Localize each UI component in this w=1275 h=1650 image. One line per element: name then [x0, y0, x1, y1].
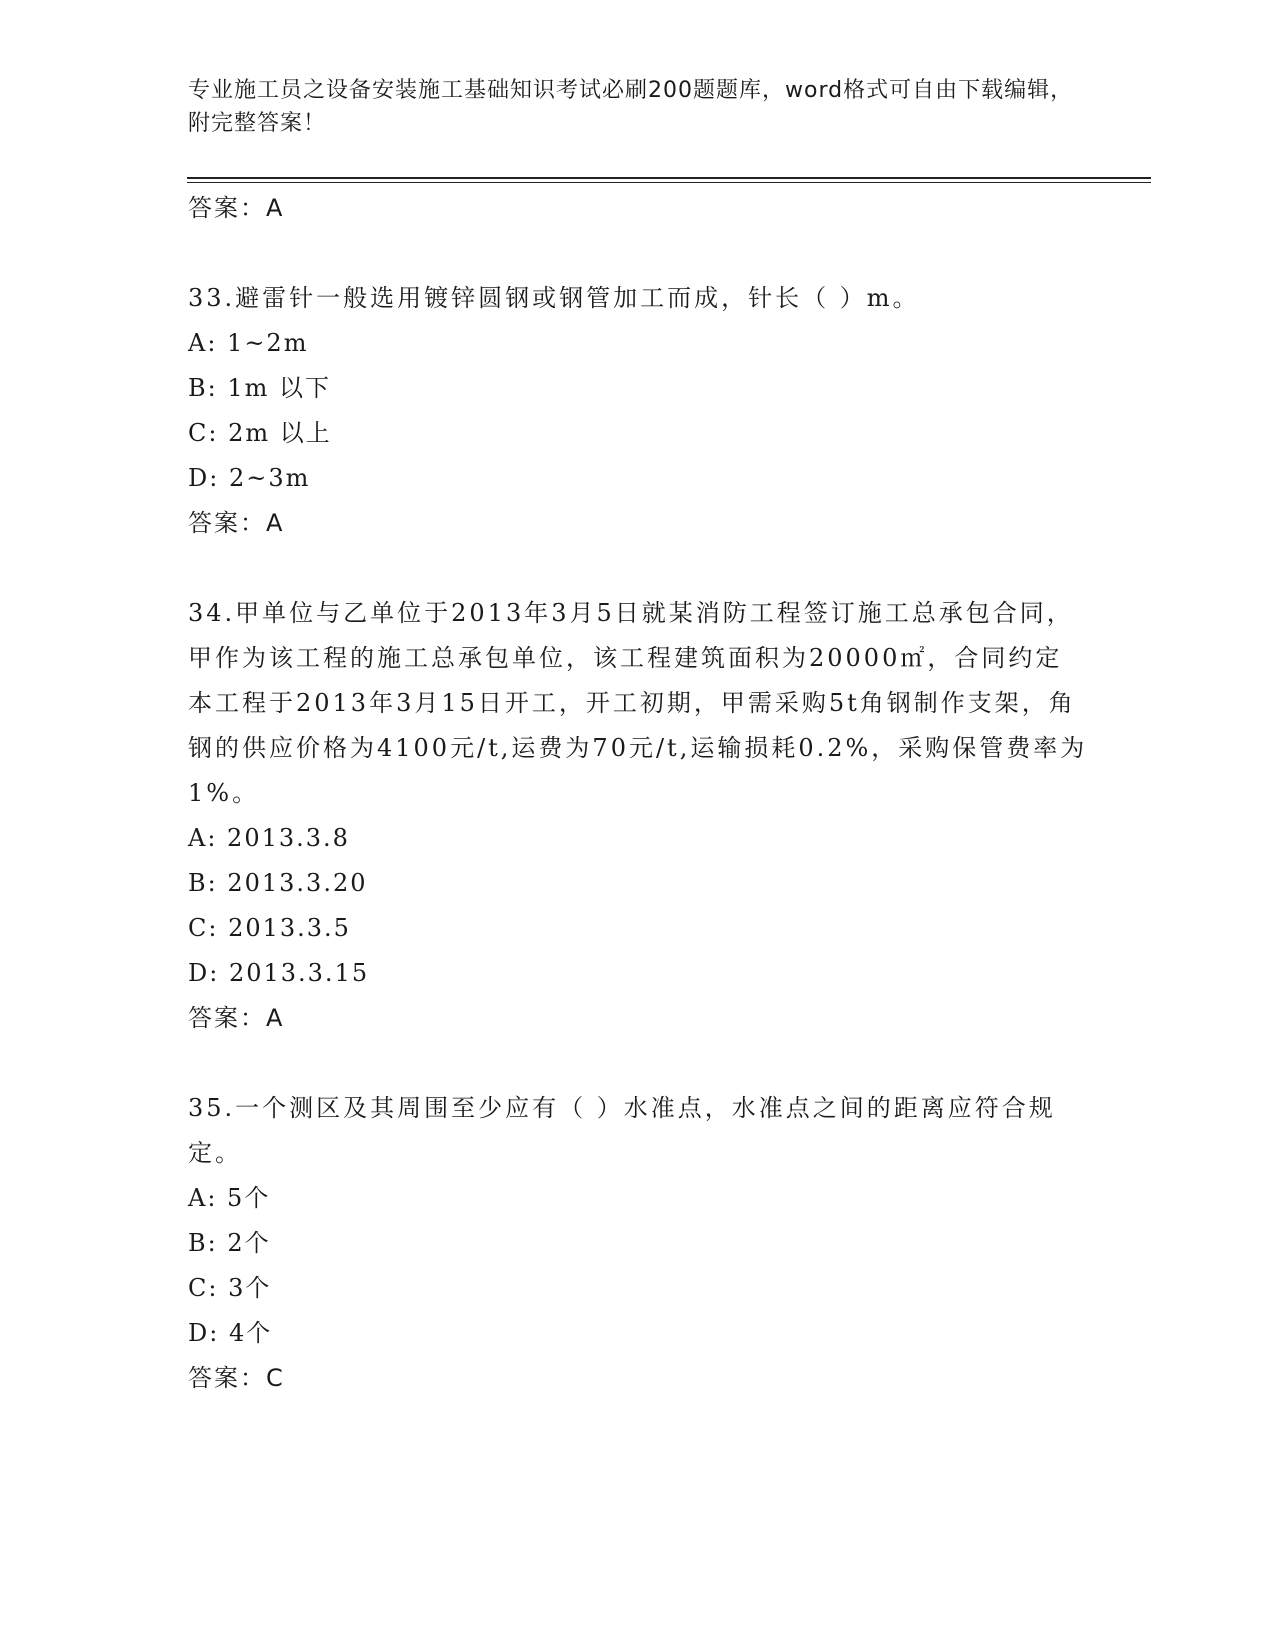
previous-answer: 答案：A: [188, 194, 285, 222]
question-text: 33.避雷针一般选用镀锌圆钢或钢管加工而成，针长（ ）m。: [188, 284, 920, 312]
question-text: 35.一个测区及其周围至少应有（ ）水准点，水准点之间的距离应符合规定。: [188, 1094, 1056, 1167]
option-a: A: 1~2m: [188, 329, 309, 357]
page-header: 专业施工员之设备安装施工基础知识考试必刷200题题库，word格式可自由下载编辑，附完整答案！: [188, 78, 1074, 136]
header-rule-thin: [187, 182, 1151, 183]
option-a: A: 2013.3.8: [188, 824, 350, 852]
option-d: D: 2~3m: [188, 464, 311, 492]
question-item: [188, 276, 1088, 545]
option-d: D: 2013.3.15: [188, 959, 370, 987]
question-item: [188, 591, 1088, 1040]
question-item: [188, 1086, 1088, 1400]
question-list: [188, 186, 1088, 1400]
option-c: C: 2m 以上: [188, 419, 332, 447]
option-c: C: 3个: [188, 1274, 272, 1302]
option-b: B: 2013.3.20: [188, 869, 368, 897]
question-text: 34.甲单位与乙单位于2013年3月5日就某消防工程签订施工总承包合同，甲作为该工程的施工总承包单位，该工程建筑面积为20000㎡，合同约定本工程于2013年3月15日开工，开工初期，甲需采购5t角钢制作支架，角钢的供应价格为4100元/t,运费为70元/t,运输损耗0.2%，采购保管费率为1%。: [188, 599, 1088, 807]
option-c: C: 2013.3.5: [188, 914, 351, 942]
option-d: D: 4个: [188, 1319, 273, 1347]
option-b: B: 1m 以下: [188, 374, 332, 402]
option-a: A: 5个: [188, 1184, 271, 1212]
question-answer: 答案：A: [188, 509, 285, 537]
header-rule: [187, 177, 1151, 179]
question-answer: 答案：C: [188, 1364, 285, 1392]
option-b: B: 2个: [188, 1229, 271, 1257]
question-answer: 答案：A: [188, 1004, 285, 1032]
